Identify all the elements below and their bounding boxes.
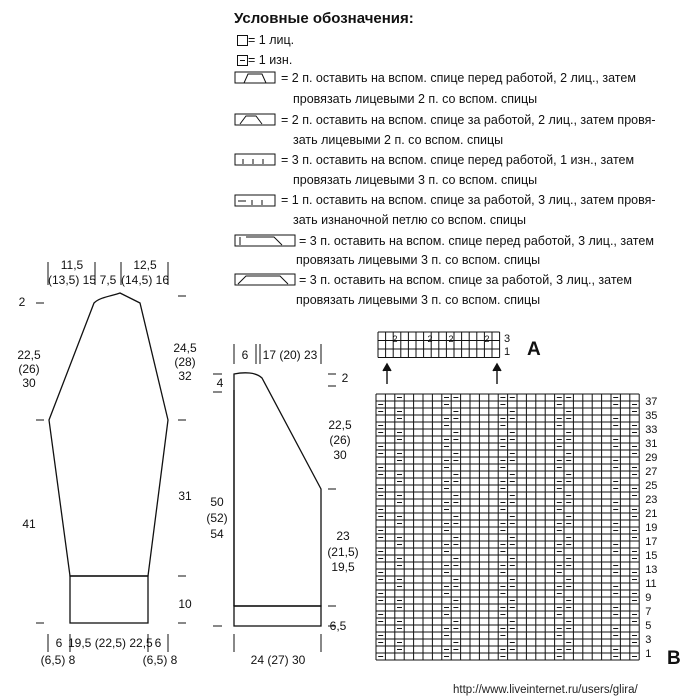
legend-cable-3-front-line2: провязать лицевыми 3 п. со вспом. спицы	[296, 253, 541, 267]
front-armhole-c: 30	[333, 448, 347, 462]
sleeve-bottom-left-b: (6,5) 8	[40, 653, 76, 667]
legend-cable-3-front-line1: = 3 п. оставить на вспом. спице перед работой, 3 лиц., затем	[299, 234, 654, 248]
chart-b-label: B	[667, 648, 681, 669]
chart-b-row-number: 35	[645, 410, 658, 422]
legend-knit-text: = 1 лиц.	[248, 33, 295, 47]
chart-a-mark-2: 2	[427, 334, 433, 344]
front-length-a: 50	[210, 495, 224, 509]
legend-cable-3-back-line2: провязать лицевыми 3 п. со вспом. спицы	[296, 293, 541, 307]
chart-b-row-number: 31	[645, 438, 658, 450]
legend-cable-1-back-line1: = 1 п. оставить на вспом. спице за работой, 3 лиц., затем провя-	[281, 193, 656, 207]
sleeve-right-body: 31	[178, 489, 192, 503]
chart-b-row-number: 11	[645, 578, 657, 590]
chart-a-mark-4: 2	[484, 334, 490, 344]
chart-b-row-number: 7	[645, 606, 652, 618]
front-armhole-a: 22,5	[328, 418, 352, 432]
sleeve-top-right-b: (14,5) 16	[120, 273, 170, 287]
legend-cable-3-front-purl-line2: провязать лицевыми 3 п. со вспом. спицы	[293, 173, 538, 187]
chart-b-row-number: 3	[645, 634, 652, 646]
sleeve-corner-top: 2	[18, 295, 26, 309]
chart-b-row-number: 27	[645, 466, 658, 478]
sleeve-bottom-right-b: (6,5) 8	[142, 653, 178, 667]
sleeve-right-cap-c: 32	[178, 369, 192, 383]
chart-b-row-number: 1	[645, 648, 652, 660]
sleeve-top-mid: 7,5	[99, 273, 117, 287]
sleeve-right-cap-a: 24,5	[173, 341, 197, 355]
sleeve-bottom-right-a: 6	[154, 636, 162, 650]
chart-b-row-number: 37	[645, 396, 658, 408]
sleeve-top-left-b: (13,5) 15	[47, 273, 97, 287]
sleeve-top-right-a: 12,5	[133, 258, 157, 272]
chart-b-row-number: 21	[645, 508, 658, 520]
legend-title: Условные обозначения:	[234, 10, 414, 27]
legend-purl-text: = 1 изн.	[248, 53, 293, 67]
chart-b-row-number: 13	[645, 564, 658, 576]
chart-b-row-number: 17	[645, 536, 658, 548]
legend-cable-2-back-line2: зать лицевыми 2 п. со вспом. спицы	[293, 133, 504, 147]
front-width: 24 (27) 30	[250, 653, 306, 667]
chart-b-row-number: 33	[645, 424, 658, 436]
front-length-b: (52)	[206, 511, 228, 525]
legend-cable-2-front-line1: = 2 п. оставить на вспом. спице перед работой, 2 лиц., затем	[281, 71, 636, 85]
sleeve-left-length: 41	[22, 517, 36, 531]
chart-b-row-number: 19	[645, 522, 658, 534]
legend-cable-3-back-line1: = 3 п. оставить на вспом. спице за работой, 3 лиц., затем	[299, 273, 632, 287]
sleeve-top-left-a: 11,5	[60, 258, 84, 272]
chart-b-row-number: 23	[645, 494, 658, 506]
chart-a-mark-3: 2	[448, 334, 454, 344]
sleeve-cuff-height: 10	[178, 597, 192, 611]
chart-b-row-number: 5	[645, 620, 652, 632]
sleeve-left-cap-b: (26)	[18, 362, 40, 376]
legend-cable-2-back-line1: = 2 п. оставить на вспом. спице за работой, 2 лиц., затем провя-	[281, 113, 656, 127]
front-side-a: 23	[336, 529, 350, 543]
front-armhole-b: (26)	[329, 433, 351, 447]
sleeve-left-cap-a: 22,5	[17, 348, 41, 362]
sleeve-bottom-left-a: 6	[55, 636, 63, 650]
chart-a-mark-1: 2	[392, 334, 398, 344]
front-top-right: 17 (20) 23	[262, 348, 318, 362]
chart-a-label: A	[527, 339, 541, 360]
front-neck-depth: 4	[216, 376, 224, 390]
chart-a-row-bottom: 1	[504, 346, 511, 358]
front-rib-height: 6,5	[329, 619, 347, 633]
source-url: http://www.liveinternet.ru/users/glira/	[453, 684, 638, 696]
sleeve-bottom-mid: 19,5 (22,5) 22,5	[68, 636, 153, 650]
sleeve-right-cap-b: (28)	[174, 355, 196, 369]
chart-b-row-number: 9	[645, 592, 652, 604]
legend-cable-1-back-line2: зать изнаночной петлю со вспом. спицы	[293, 213, 526, 227]
front-top-left: 6	[241, 348, 249, 362]
chart-b-row-number: 15	[645, 550, 658, 562]
chart-b-row-number: 25	[645, 480, 658, 492]
front-side-c: 19,5	[331, 560, 355, 574]
legend-cable-2-front-line2: провязать лицевыми 2 п. со вспом. спицы	[293, 92, 538, 106]
chart-a-row-top: 3	[504, 333, 511, 345]
chart-b-row-number: 29	[645, 452, 658, 464]
front-side-b: (21,5)	[327, 545, 359, 559]
sleeve-left-cap-c: 30	[22, 376, 36, 390]
front-length-c: 54	[210, 527, 224, 541]
legend-cable-3-front-purl-line1: = 3 п. оставить на вспом. спице перед работой, 1 изн., затем	[281, 153, 635, 167]
front-shoulder-drop: 2	[341, 371, 349, 385]
